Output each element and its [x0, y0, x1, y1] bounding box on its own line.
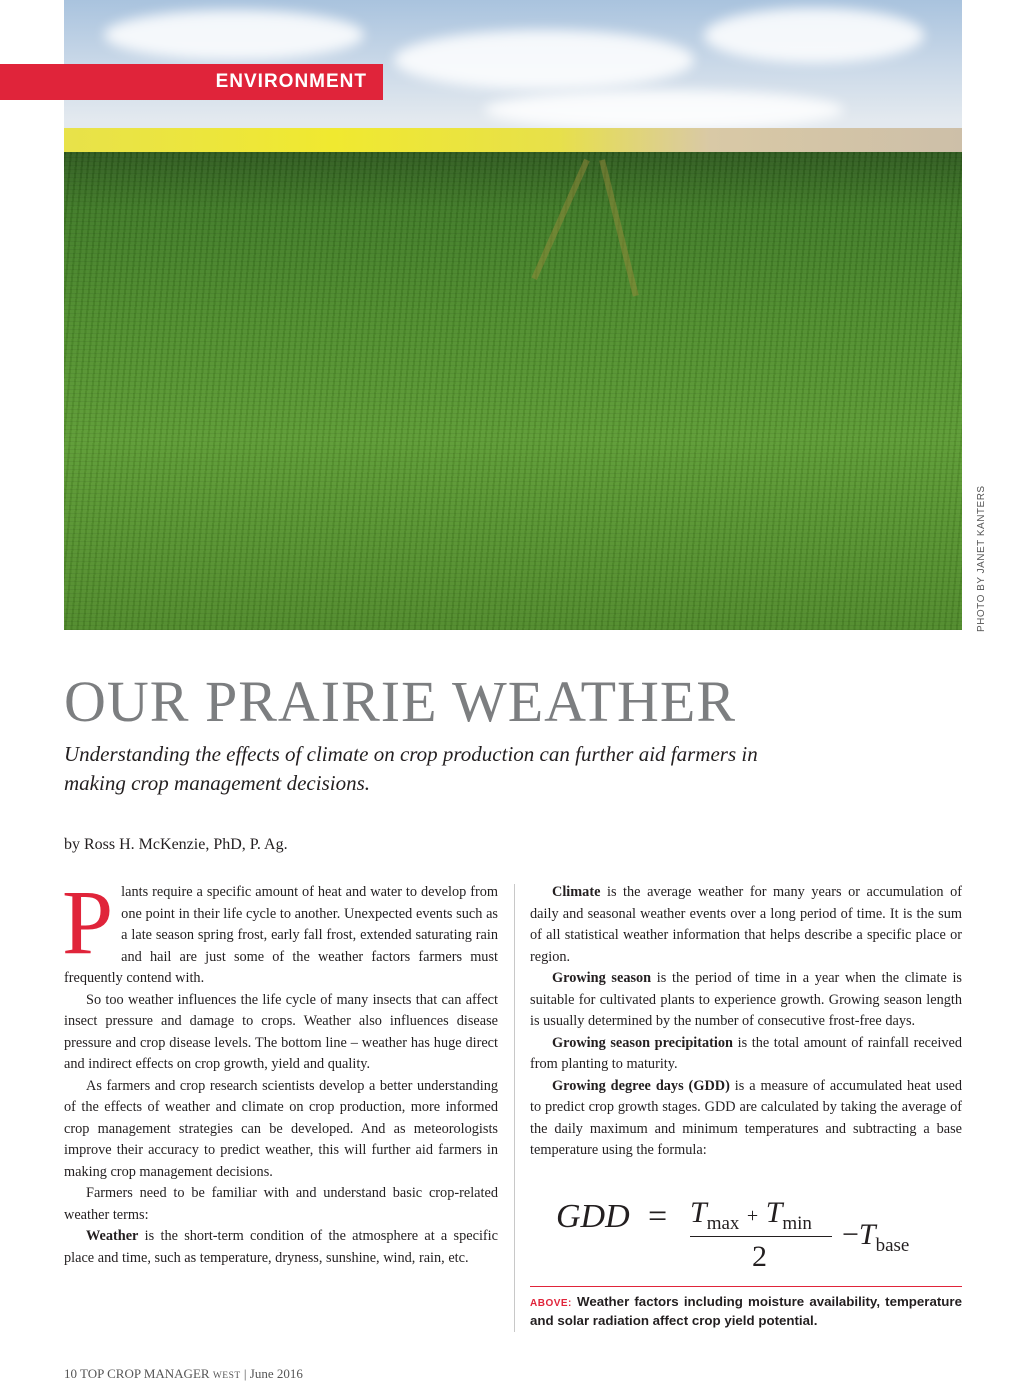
fraction-bar: [690, 1236, 832, 1237]
formula-max: max: [706, 1213, 740, 1234]
formula-plus: +: [746, 1205, 759, 1227]
paragraph: So too weather influences the life cycle of many insects that can affect insect pressure and damage to crops. Weather also influences disease pressure and crop disease levels. The bottom line – weather has huge direct and indirect effects on crop growth, yield and quality.: [64, 991, 498, 1072]
gdd-formula: [556, 1196, 962, 1276]
paragraph: [530, 968, 962, 1033]
paragraph: [530, 1076, 962, 1162]
drop-cap: P: [62, 871, 114, 973]
paragraph: [64, 1226, 498, 1269]
caption-rule: [530, 1286, 962, 1287]
term-climate: Climate: [552, 884, 601, 900]
formula-min: min: [782, 1213, 812, 1234]
term-growing-season: Growing season: [552, 970, 652, 986]
page-number: 10: [64, 1366, 77, 1381]
edition: WEST: [212, 1371, 241, 1381]
formula-lhs: GDD: [556, 1198, 630, 1235]
paragraph: [62, 871, 498, 990]
formula-numerator: [690, 1196, 812, 1235]
left-column: [62, 871, 498, 1269]
formula-base: base: [875, 1235, 910, 1256]
formula-t: T: [690, 1196, 707, 1229]
photo-caption: [530, 1293, 962, 1329]
section-label: ENVIRONMENT: [215, 71, 367, 92]
paragraph: [530, 1033, 962, 1076]
right-column: [530, 882, 962, 1162]
crop-field: [64, 152, 962, 630]
cloud: [394, 30, 694, 90]
issue-date: June 2016: [249, 1366, 303, 1381]
paragraph: Farmers need to be familiar with and understand basic crop-related weather terms:: [64, 1185, 498, 1223]
deck: Understanding the effects of climate on crop production can further aid farmers in making crop management decisions.: [64, 742, 758, 795]
formula-denominator: 2: [752, 1240, 767, 1273]
folio-separator: |: [243, 1366, 247, 1381]
term-weather: Weather: [86, 1228, 139, 1244]
formula-t: T: [858, 1218, 876, 1251]
cloud: [484, 90, 844, 130]
caption-text: Weather factors including moisture availability, temperature and solar radiation affect crop yield potential.: [530, 1294, 962, 1328]
byline: by Ross H. McKenzie, PhD, P. Ag.: [64, 836, 288, 853]
paragraph-text: is the short-term condition of the atmosphere at a specific place and time, such as temperature, dryness, sunshine, wind, rain, etc.: [64, 1228, 498, 1266]
paragraph-text: is the total amount of rainfall received from planting to maturity.: [530, 1034, 962, 1072]
cloud: [704, 8, 924, 63]
paragraph-text: is a measure of accumulated heat used to predict crop growth stages. GDD are calculated by taking the average of the daily maximum and minimum temperatures and subtracting a base temperature using the formula:: [530, 1077, 962, 1158]
magazine-name: TOP CROP MANAGER: [80, 1366, 210, 1381]
paragraph-text: is the average weather for many years or accumulation of daily and seasonal weather events over a long period of time. It is the sum of all statistical weather information that helps describe a specific place or region.: [530, 884, 962, 965]
formula-equals: =: [648, 1198, 668, 1235]
paragraph-text: lants require a specific amount of heat and water to develop from one point in their life cycle to another. Unexpected events such as a late season spring frost, early fall frost, extended saturating rain and hail are just some of the weather factors farmers must frequently contend with.: [64, 884, 498, 986]
photo-credit: PHOTO BY JANET KANTERS: [976, 485, 987, 632]
section-label-band: [0, 64, 383, 100]
headline: OUR PRAIRIE WEATHER: [64, 669, 737, 734]
term-gdd: Growing degree days (GDD): [552, 1077, 730, 1094]
term-precipitation: Growing season precipitation: [552, 1034, 734, 1051]
column-divider: [514, 884, 515, 1332]
caption-label: ABOVE:: [530, 1298, 572, 1309]
formula-base-term: [842, 1218, 909, 1257]
formula-t: T: [765, 1196, 783, 1229]
formula-minus: −: [842, 1218, 859, 1251]
cloud: [104, 10, 364, 60]
paragraph: [530, 882, 962, 968]
paragraph-text: is the period of time in a year when the climate is suitable for cultivated plants to experience growth. Growing season length is usually determined by the number of consecutive frost-free days.: [530, 970, 962, 1029]
paragraph: As farmers and crop research scientists develop a better understanding of the effects of weather and climate on crop production, more informed crop management strategies can be developed. And as meteorologists improve their accuracy to predict weather, this will further aid farmers in making crop management decisions.: [64, 1077, 498, 1180]
folio: [64, 1366, 303, 1382]
